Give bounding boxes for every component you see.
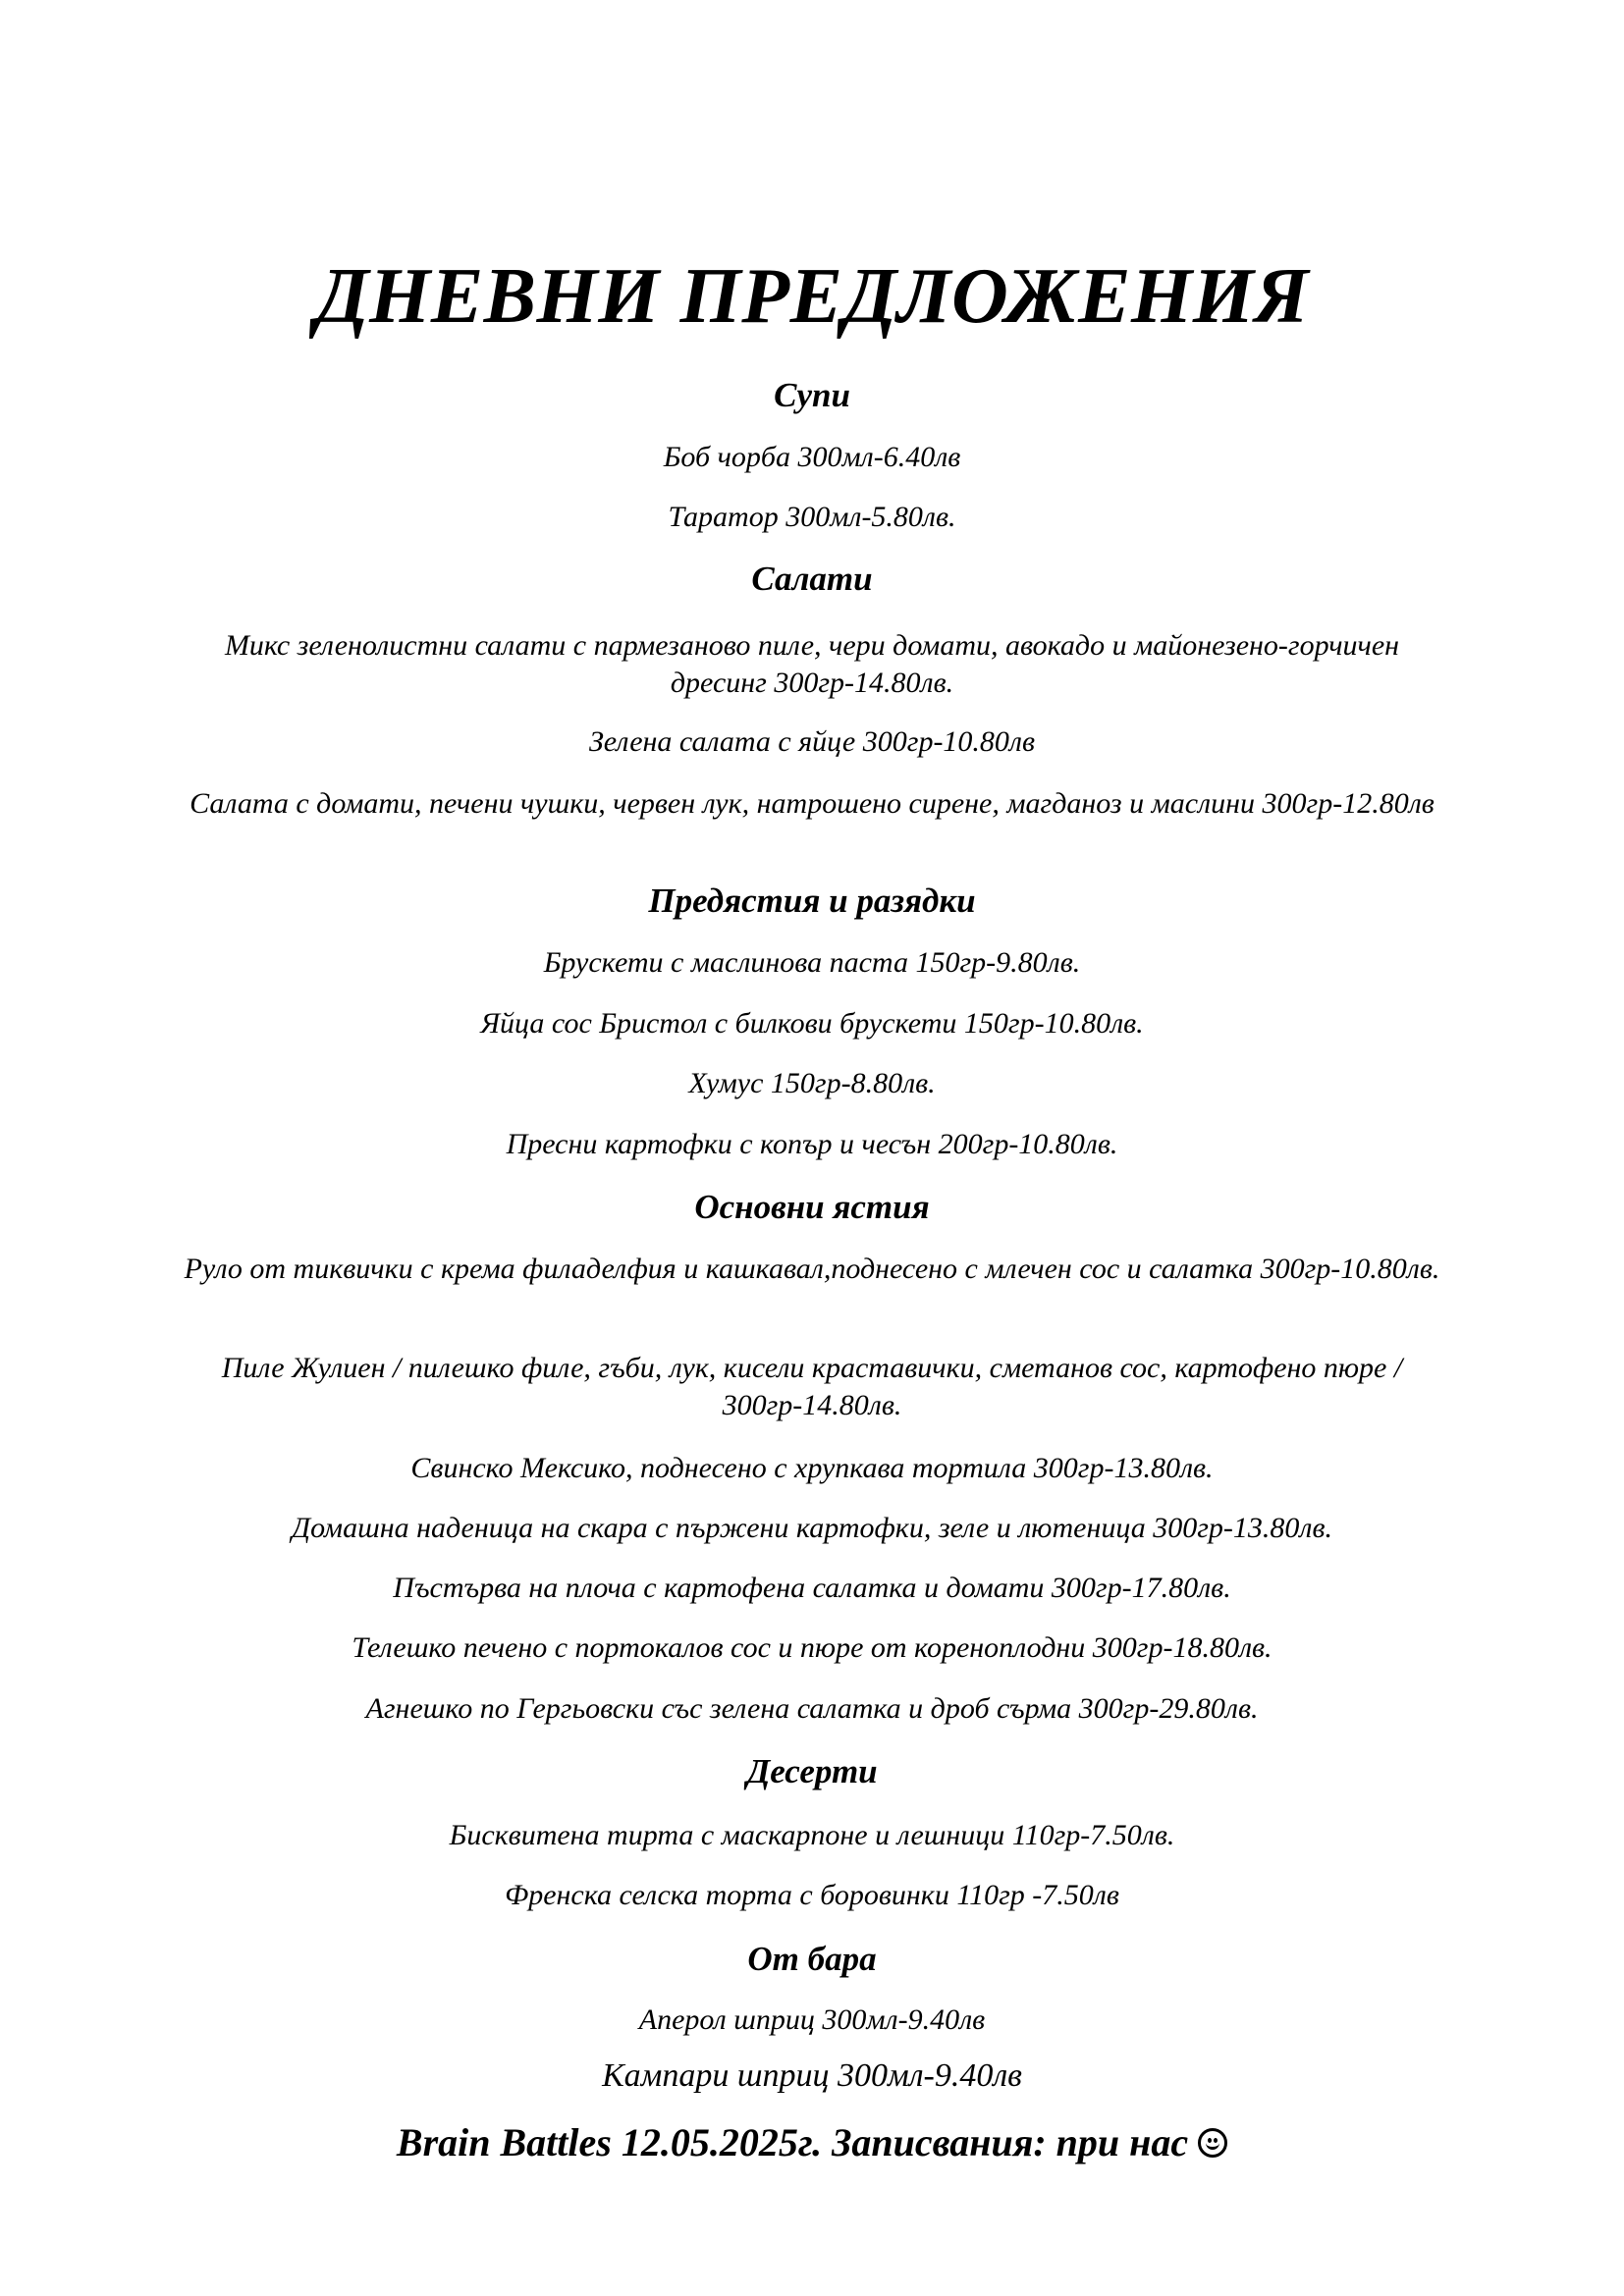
section-heading-salads: Салати — [751, 560, 873, 598]
menu-item: Боб чорба 300мл-6.40лв — [663, 441, 961, 473]
menu-item: Салата с домати, печени чушки, червен лук, натрошено сирене, магданоз и маслини 300гр-12.80лв — [189, 787, 1435, 820]
menu-item: Руло от тиквички с крема филаделфия и кашкавал,поднесено с млечен сос и салатка 300гр-10.80лв. — [184, 1253, 1440, 1285]
menu-item: Хумус 150гр-8.80лв. — [688, 1067, 936, 1099]
menu-item: Агнешко по Гергьовски със зелена салатка и дроб сърма 300гр-29.80лв. — [365, 1692, 1259, 1725]
menu-item: Брускети с маслинова паста 150гр-9.80лв. — [543, 946, 1081, 979]
menu-item: Свинско Мексико, поднесено с хрупкава тортила 300гр-13.80лв. — [410, 1452, 1214, 1484]
menu-item: Яйца сос Бристол с билкови брускети 150гр-10.80лв. — [480, 1007, 1144, 1040]
event-announcement-text: Brain Battles 12.05.2025г. Записвания: при нас — [396, 2120, 1189, 2164]
menu-item: Домашна наденица на скара с пържени картофки, зеле и лютеница 300гр-13.80лв. — [291, 1512, 1332, 1544]
section-heading-soups: Супи — [774, 376, 850, 414]
section-heading-main-courses: Основни ястия — [694, 1188, 930, 1226]
menu-item: Пресни картофки с копър и чесън 200гр-10.80лв. — [506, 1128, 1118, 1160]
menu-item: Телешко печено с портокалов сос и пюре от кореноплодни 300гр-18.80лв. — [352, 1631, 1272, 1664]
page-title: ДНЕВНИ ПРЕДЛОЖЕНИЯ — [314, 253, 1310, 340]
menu-item: Зелена салата с яйце 300гр-10.80лв — [588, 725, 1036, 758]
menu-item: Таратор 300мл-5.80лв. — [668, 501, 956, 533]
section-heading-bar: От бара — [747, 1940, 877, 1978]
menu-item: Аперол шприц 300мл-9.40лв — [638, 2003, 986, 2036]
menu-item: Пъстърва на плоча с картофена салатка и домати 300гр-17.80лв. — [393, 1572, 1231, 1604]
section-heading-starters: Предястия и разядки — [648, 881, 976, 920]
menu-item: Френска селска торта с боровинки 110гр -7.50лв — [505, 1879, 1119, 1911]
smiley-icon — [1198, 2128, 1227, 2158]
section-heading-desserts: Десерти — [746, 1752, 878, 1790]
menu-item: Кампари шприц 300мл-9.40лв — [602, 2057, 1022, 2094]
menu-item: Микс зеленолистни салати с пармезаново пиле, чери домати, авокадо и майонезено-горчичен дресинг 300гр-14.80лв. — [224, 629, 1400, 699]
menu-item: Бисквитена тирта с маскарпоне и лешници 110гр-7.50лв. — [449, 1819, 1175, 1851]
menu-item: Пиле Жулиен / пилешко филе, гъби, лук, кисели краставички, сметанов сос, картофено пюре / 300гр-14.80лв. — [221, 1352, 1403, 1421]
event-announcement — [0, 2120, 1624, 2165]
